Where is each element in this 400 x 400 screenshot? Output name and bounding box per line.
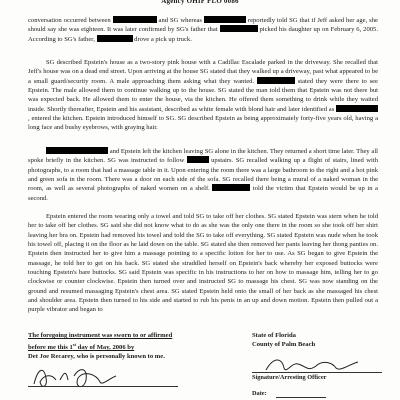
paragraph-1 — [28, 16, 378, 44]
notary-block — [28, 331, 228, 361]
redaction-block — [97, 35, 133, 42]
officer-title: Signature/Arresting Officer — [252, 374, 327, 381]
redaction-block — [212, 184, 250, 191]
p4-text: Epstein entered the room wearing only a towel and told SG to take off her clothes. SG stated Epstein was stern when he told her to take off her clothes. SG said she did not know what to do as she was the only one there in the room so she took off her shirt leaving her bra on. Epstein had removed his towel and told the SG to take off everything. SG stated Epstein was nude when he took his towel off, placing it on the floor as he laid down on the table. SG stated she then removed her pants leaving her thong panties on. Epstein then instructed her to give him a massage pointing to a specific lotion for her to use. As SG began to give Epstein the massage, he told her to get on his back. SG stated she straddled herself on Epstein's back whereby her exposed buttocks were touching Epstein's bare buttocks. SG said Epstein was specific in his instructions to her on how to massage him, telling her to go clockwise or counter clockwise. Epstein then turned over and instructed SG to massage his chest. SG was now standing on the ground and resumed massaging Epstein's chest area. SG stated Epstein held onto the small of her back as she massaged his chest and shoulder area. Epstein then turned to his side and started to rub his penis in an up and down motion. Epstein then pulled out a purple vibrator and began to — [28, 213, 378, 314]
redaction-block — [257, 77, 295, 84]
p2-text-b: stated they were there to see Epstein. The male allowed them to continue walking up to the house. SG stated the man told them that Epstein was not there but was expected back. He allowed them to enter the house, via the kitchen. He offered them something to drink while they waited inside. Shortly thereafter, Epstein and his assistant, described as white female with blond hair and later identified as — [28, 77, 378, 113]
date-line — [276, 397, 326, 398]
officer-signature-line — [252, 372, 382, 373]
redaction-block — [113, 16, 157, 23]
notary-line-2: before me this 1st day of May, 2006 by — [28, 342, 135, 352]
redaction-block — [46, 147, 108, 154]
redaction-block — [204, 16, 246, 23]
paragraph-4 — [28, 212, 378, 315]
p1-text-b: and SG whereas — [158, 17, 202, 24]
officer-block — [252, 331, 382, 349]
redaction-block — [336, 105, 378, 112]
p3-text-b: upstairs. SG recalled walking up a flight of stairs, lined with photographs, to a room that had a massage table in it. Upon entering the room there was a large bathroom to the right and a hot pink and green sofa in the room. There was a door on each side of the sofa. SG recalled there being a mural of a naked woman in the room, as well as several photographs of naked women on a shelf. — [28, 157, 378, 193]
redaction-block — [187, 156, 209, 163]
p3-text-a: and Epstein left the kitchen leaving SG alone in the kitchen. They returned a short time later. They all spoke briefly in the kitchen. SG was instructed to follow — [28, 148, 378, 165]
date-label: Date: — [252, 390, 267, 397]
p2-text-c: , entered the kitchen. Epstein introduced himself to SG. SG described Epstein as being approximately forty-five years old, having a long face and bushy eyebrows, with graying hair. — [28, 115, 378, 132]
notary-signature-line — [28, 386, 178, 387]
p3-text-c: told the victim that Epstein would be up in a second. — [28, 185, 378, 202]
paragraph-2 — [28, 58, 378, 133]
state-line: State of Florida — [252, 332, 296, 339]
p1-text-d: picked his daughter up on February 6, 2005. According to SG's father, — [28, 26, 378, 43]
p1-text-a: conversation occurred between — [28, 17, 111, 24]
p2-text-a: SG described Epstein's house as a two-story pink house with a Cadillac Escalade parked in the driveway. She recalled that Jeff's house was on a dead end street. Upon arriving at the house SG stated that they walked up a driveway, past what appeared to be a small guard/security room. A male approaching them asking what they wanted. — [28, 59, 378, 85]
county-line: County of Palm Beach — [252, 341, 316, 348]
paragraph-3 — [28, 147, 378, 203]
notary-signature — [30, 360, 140, 394]
notary-line-3: Det Joe Recarey, who is personally known to me. — [28, 353, 165, 361]
p1-text-c: reportedly told SG that if Jeff asked her age, she should say she was eighteen. It was later confirmed by SG's father that — [28, 17, 378, 34]
notary-line-1: The foregoing instrument was sworn to or affirmed — [28, 332, 173, 339]
redaction-block — [220, 25, 258, 32]
p1-text-e: drove a pick up truck. — [134, 35, 192, 43]
agency-header: Agency OHIF FLO 0086 — [161, 0, 239, 5]
